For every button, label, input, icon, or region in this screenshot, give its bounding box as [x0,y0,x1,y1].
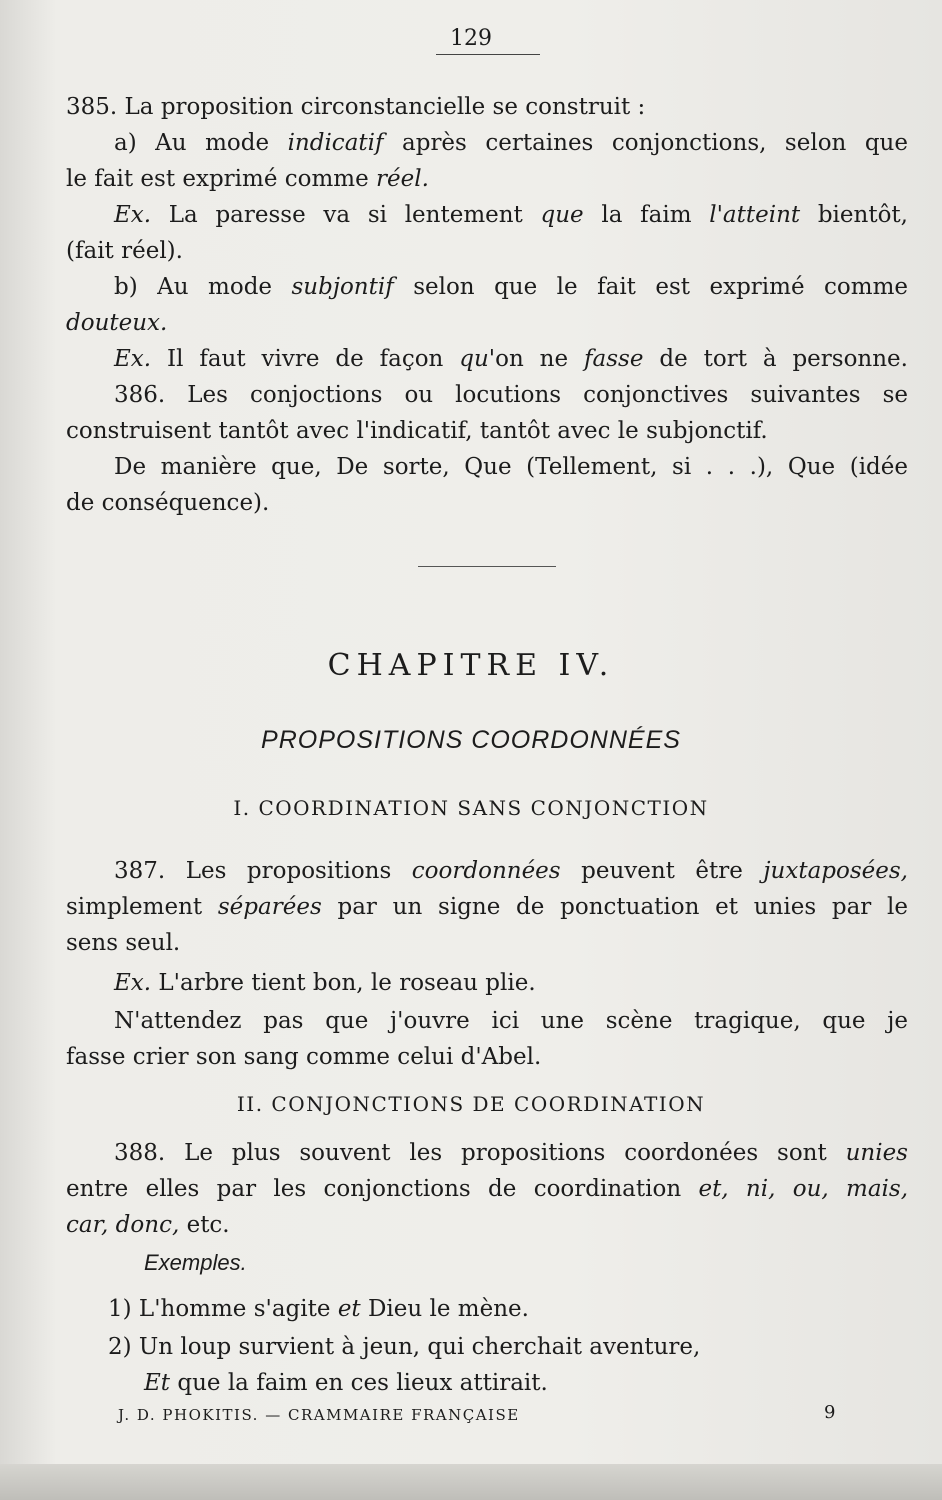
paragraph-386-line-3: De manière que, De sorte, Que (Tellement, si . . .), Que (idée [114,454,908,480]
paragraph-387-line-2: simplement séparées par un signe de ponctuation et unies par le [66,894,908,920]
paragraph-385-line-6: b) Au mode subjontif selon que le fait est exprimé comme [114,274,908,300]
paragraph-388-line-2: entre elles par les conjonctions de coordination et, ni, ou, mais, [66,1176,908,1202]
chapter-subtitle: PROPOSITIONS COORDONNÉES [261,726,681,754]
paragraph-387-example: Ex. L'arbre tient bon, le roseau plie. [114,970,536,996]
chapter-title: CHAPITRE IV. [327,648,615,683]
paragraph-385-line-7: douteux. [66,310,168,336]
paragraph-388-line-3: car, donc, etc. [66,1212,230,1238]
paragraph-386-line-2: construisent tantôt avec l'indicatif, tantôt avec le subjonctif. [66,418,768,444]
footer-sheet-number: 9 [824,1402,836,1423]
example-2: 2) Un loup survient à jeun, qui cherchait aventure, [108,1334,701,1360]
paragraph-387-line-6: fasse crier son sang comme celui d'Abel. [66,1044,542,1070]
paragraph-385-line-2: a) Au mode indicatif après certaines conjonctions, selon que [114,130,908,156]
examples-label: Exemples. [144,1250,247,1275]
section-heading-1: I. COORDINATION SANS CONJONCTION [233,796,709,820]
page-number: 129 [450,26,492,51]
page-number-rule [436,54,540,55]
paragraph-385-example-1: Ex. La paresse va si lentement que la faim l'atteint bientôt, [114,202,908,228]
paragraph-387-line-1: 387. Les propositions coordonnées peuvent être juxtaposées, [114,858,908,884]
paragraph-387-line-5: N'attendez pas que j'ouvre ici une scène tragique, que je [114,1008,908,1034]
paragraph-385-example-2: Ex. Il faut vivre de façon qu'on ne fasse de tort à personne. [114,346,908,372]
paragraph-387-line-3: sens seul. [66,930,181,956]
paragraph-386-line-1: 386. Les conjoctions ou locutions conjonctives suivantes se [114,382,908,408]
paragraph-388-line-1: 388. Le plus souvent les propositions coordonées sont unies [114,1140,908,1166]
section-separator [418,566,556,567]
paragraph-385-line-5: (fait réel). [66,238,183,264]
example-3: Et que la faim en ces lieux attirait. [144,1370,548,1396]
footer-signature: J. D. PHOKITIS. — CRAMMAIRE FRANÇAISE [118,1406,520,1424]
paragraph-386-line-4: de conséquence). [66,490,270,516]
section-heading-2: II. CONJONCTIONS DE COORDINATION [236,1092,706,1116]
paragraph-385-line-1: 385. La proposition circonstancielle se construit : [66,94,646,120]
page-bottom-edge [0,1464,942,1500]
paragraph-385-line-3: le fait est exprimé comme réel. [66,166,429,192]
example-1: 1) L'homme s'agite et Dieu le mène. [108,1296,529,1322]
